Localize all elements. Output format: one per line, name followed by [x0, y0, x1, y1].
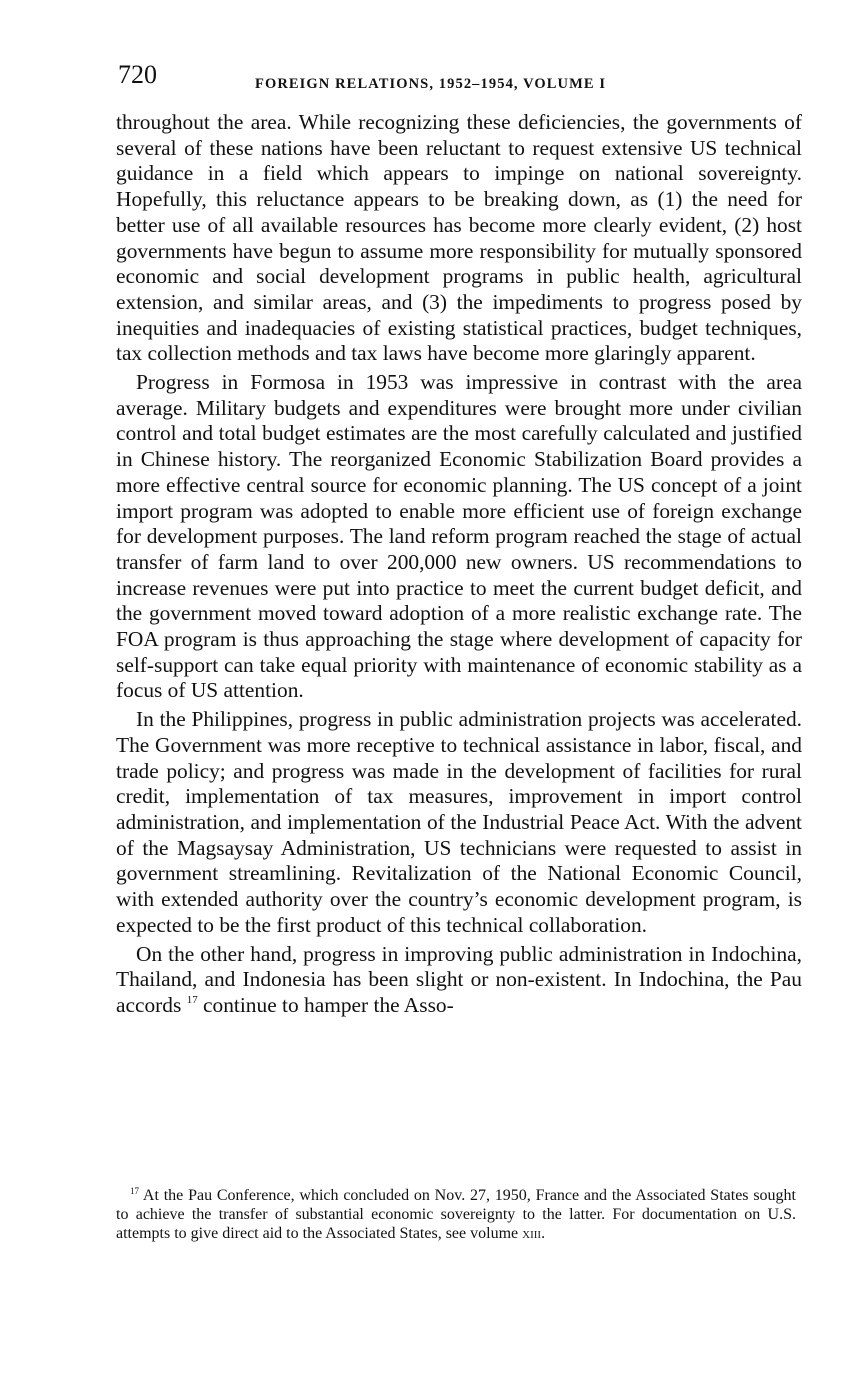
paragraph-indochina-continuation: continue to hamper the Asso-: [197, 992, 454, 1017]
footnote-volume-ref: xiii: [522, 1225, 542, 1243]
footnote-end: .: [541, 1225, 546, 1243]
paragraph-indochina: [116, 942, 802, 1019]
page-number: 720: [118, 60, 157, 89]
body-text: [116, 110, 802, 1019]
footnotes: [116, 1186, 796, 1244]
running-head: [116, 58, 802, 110]
paragraph-formosa: Progress in Formosa in 1953 was impressive in contrast with the area average. Military budgets and expenditures were brought more under civilian control and total budget estimates are the most carefully calculated and justified in Chinese history. The reorganized Economic Stabilization Board provides a more effective central source for economic planning. The US concept of a joint import program was adopted to enable more efficient use of foreign exchange for development purposes. The land reform program reached the stage of actual transfer of farm land to over 200,000 new owners. US recommendations to increase revenues were put into practice to meet the current budget deficit, and the government moved toward adoption of a more realistic exchange rate. The FOA program is thus approaching the stage where development of capacity for self-support can take equal priority with maintenance of economic stability as a focus of US attention.: [116, 370, 802, 703]
paragraph-indochina-text: On the other hand, progress in improving public administration in Indochina, Thailand, and Indonesia has been slight or non-existent. In Indochina, the Pau accords: [116, 941, 802, 1017]
page: [116, 58, 802, 1019]
paragraph-continuation: throughout the area. While recognizing these deficiencies, the governments of several of these nations have been reluctant to request extensive US technical guidance in a field which appears to impinge on national sovereignty. Hopefully, this reluctance appears to be breaking down, as (1) the need for better use of all available resources has become more clearly evident, (2) host governments have begun to assume more responsibility for mutually sponsored economic and social development programs in public health, agricultural extension, and similar areas, and (3) the impediments to progress posed by inequities and inadequacies of existing statistical practices, budget techniques, tax collection methods and tax laws have become more glaringly apparent.: [116, 110, 802, 366]
footnote-text: At the Pau Conference, which concluded on Nov. 27, 1950, France and the Associated States sought to achieve the transfer of substantial economic sovereignty to the latter. For documentation on U.S. attempts to give direct aid to the Associated States, see volume: [116, 1187, 796, 1243]
footnote-reference[interactable]: 17: [186, 993, 198, 1006]
running-title: FOREIGN RELATIONS, 1952–1954, VOLUME I: [255, 76, 607, 92]
footnote-marker: 17: [130, 1186, 139, 1196]
paragraph-philippines: In the Philippines, progress in public administration projects was accelerated. The Government was more receptive to technical assistance in labor, fiscal, and trade policy; and progress was made in the development of facilities for rural credit, implementation of tax measures, improvement in import control administration, and implementation of the Industrial Peace Act. With the advent of the Magsaysay Administration, US technicians were requested to assist in government streamlining. Revitalization of the National Economic Council, with extended authority over the country’s economic development program, is expected to be the first product of this technical collaboration.: [116, 707, 802, 937]
footnote-17: [116, 1186, 796, 1244]
